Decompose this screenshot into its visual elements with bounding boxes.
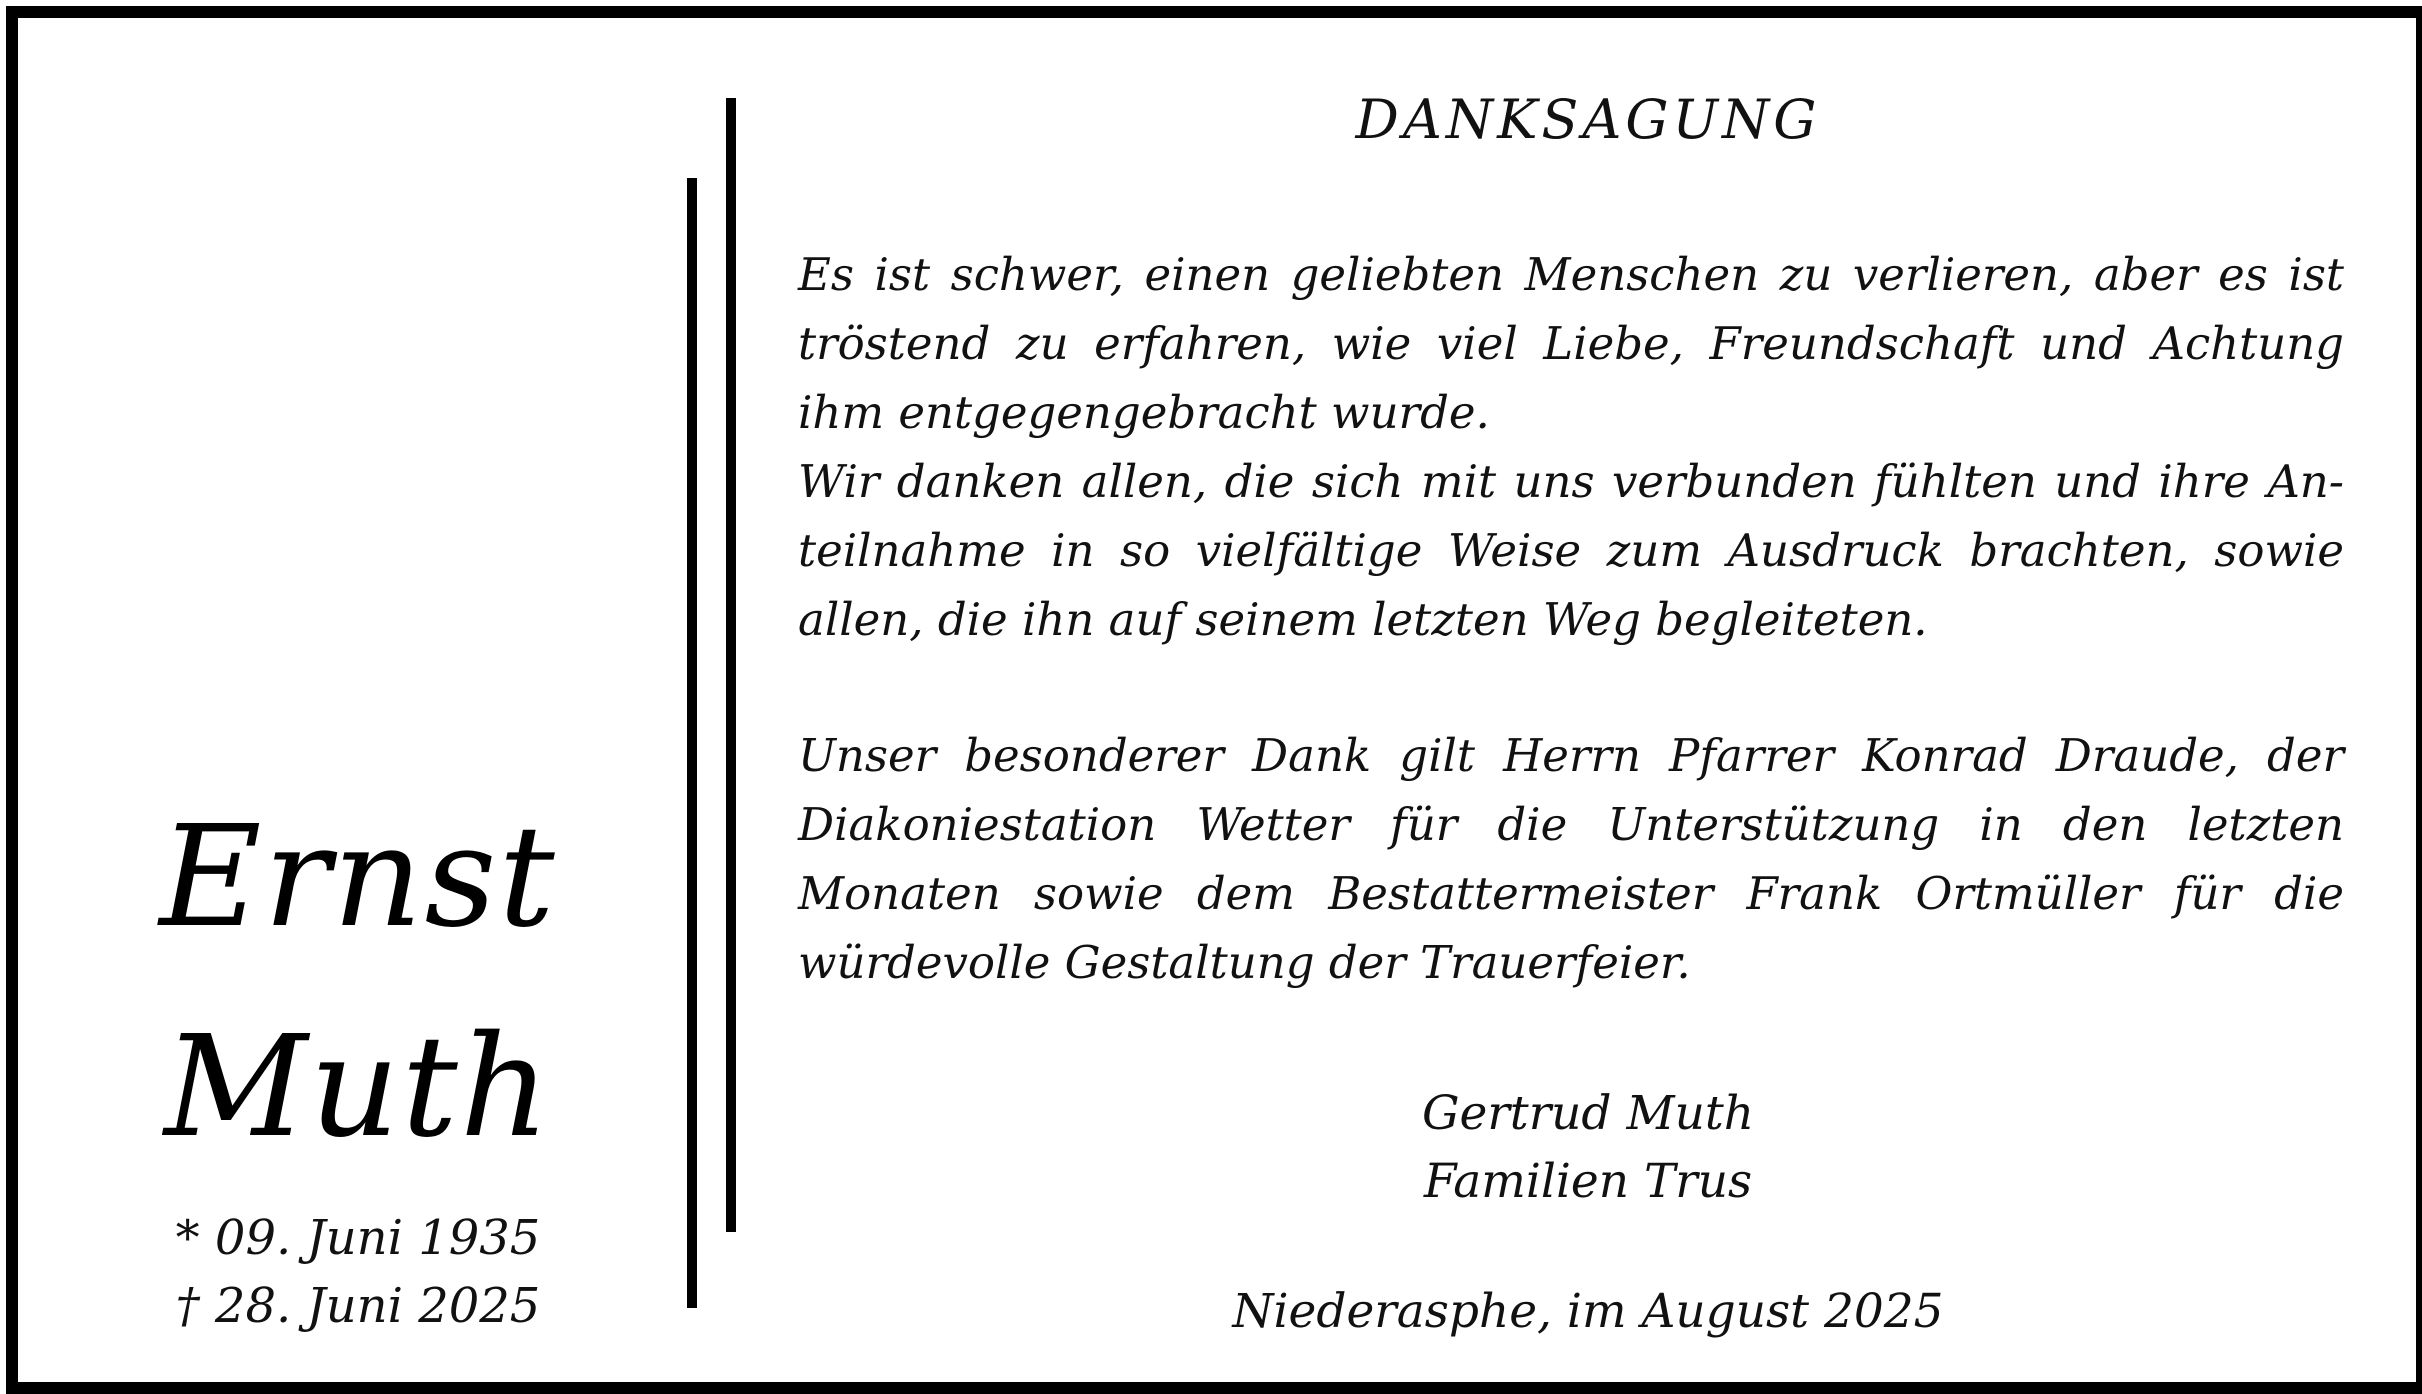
divider-line-left <box>687 178 697 1308</box>
deceased-first-name: Ernst <box>159 796 557 959</box>
thanks-paragraph-2 <box>798 721 2344 997</box>
paragraph-line: teilnahme in so vielfältige Weise zum Ausdruck brachten, sowie <box>798 524 2344 577</box>
paragraph-line: Monaten sowie dem Bestattermeister Frank Ortmüller für die <box>798 867 2344 920</box>
place-and-date: Niederasphe, im August 2025 <box>1232 1284 1944 1339</box>
paragraph-line: allen, die ihn auf seinem letzten Weg begleiteten. <box>798 593 1928 646</box>
deceased-last-name: Muth <box>164 1006 552 1169</box>
paragraph-line: Unser besonderer Dank gilt Herrn Pfarrer Konrad Draude, der <box>798 729 2344 782</box>
paragraph-line: würdevolle Gestaltung der Trauerfeier. <box>798 936 1691 989</box>
paragraph-line: Es ist schwer, einen geliebten Menschen zu verlieren, aber es ist <box>798 248 2344 301</box>
signer-name: Gertrud Muth <box>1421 1086 1755 1141</box>
notice-frame <box>6 6 2422 1394</box>
thanks-paragraph-1 <box>798 240 2344 654</box>
notice-heading: DANKSAGUNG <box>1355 88 1821 151</box>
death-date: † 28. Juni 2025 <box>175 1278 541 1334</box>
birth-date: * 09. Juni 1935 <box>175 1210 541 1266</box>
paragraph-line: Diakoniestation Wetter für die Unterstützung in den letzten <box>798 798 2344 851</box>
signer-family: Familien Trus <box>1423 1154 1753 1209</box>
divider-line-right <box>726 98 736 1232</box>
paragraph-line: ihm entgegengebracht wurde. <box>798 386 1490 439</box>
paragraph-line: Wir danken allen, die sich mit uns verbunden fühlten und ihre An- <box>798 455 2344 508</box>
paragraph-line: tröstend zu erfahren, wie viel Liebe, Freundschaft und Achtung <box>798 317 2344 370</box>
